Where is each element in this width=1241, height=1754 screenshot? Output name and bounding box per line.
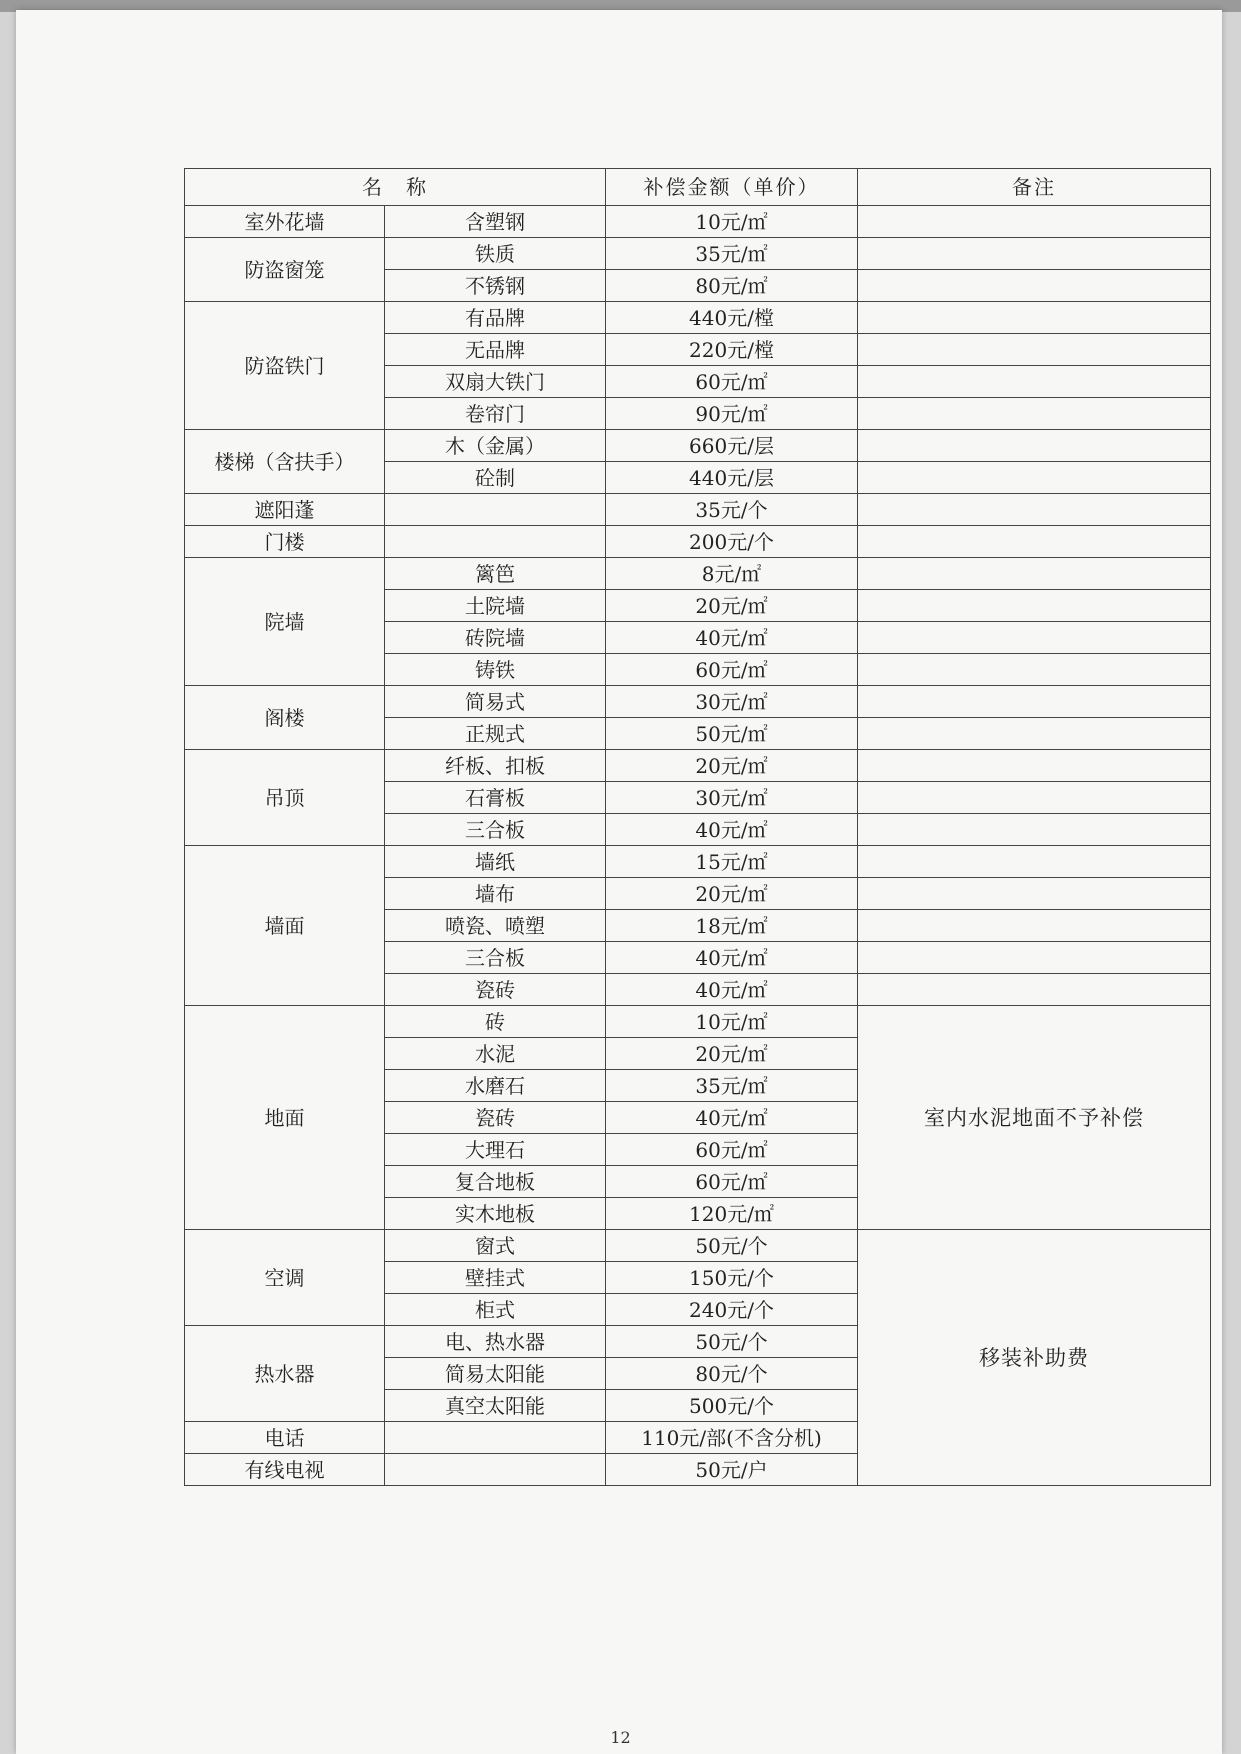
price-cell: 40元/㎡ [606,974,858,1006]
item-cell [385,494,606,526]
header-note: 备注 [858,169,1211,206]
item-cell: 实木地板 [385,1198,606,1230]
item-cell: 砼制 [385,462,606,494]
header-price: 补偿金额（单价） [606,169,858,206]
item-cell: 简易太阳能 [385,1358,606,1390]
note-cell [858,974,1211,1006]
item-cell: 柜式 [385,1294,606,1326]
table-row [185,430,1211,462]
item-cell: 窗式 [385,1230,606,1262]
category-cell: 院墙 [185,558,385,686]
category-cell: 电话 [185,1422,385,1454]
category-cell: 门楼 [185,526,385,558]
category-cell: 吊顶 [185,750,385,846]
item-cell: 铸铁 [385,654,606,686]
note-cell [858,782,1211,814]
note-cell [858,526,1211,558]
item-cell: 木（金属） [385,430,606,462]
note-cell [858,462,1211,494]
table-row [185,494,1211,526]
price-cell: 60元/㎡ [606,1134,858,1166]
item-cell: 三合板 [385,942,606,974]
note-cell [858,206,1211,238]
price-cell: 60元/㎡ [606,1166,858,1198]
price-cell: 8元/㎡ [606,558,858,590]
table-row [185,526,1211,558]
table-row [185,750,1211,782]
price-cell: 110元/部(不含分机) [606,1422,858,1454]
item-cell [385,1422,606,1454]
price-cell: 30元/㎡ [606,686,858,718]
price-cell: 80元/㎡ [606,270,858,302]
item-cell: 土院墙 [385,590,606,622]
category-cell: 阁楼 [185,686,385,750]
price-cell: 20元/㎡ [606,1038,858,1070]
price-cell: 30元/㎡ [606,782,858,814]
note-cell [858,238,1211,270]
note-cell [858,718,1211,750]
price-cell: 440元/层 [606,462,858,494]
category-cell: 热水器 [185,1326,385,1422]
item-cell: 大理石 [385,1134,606,1166]
note-cell [858,750,1211,782]
note-cell [858,814,1211,846]
category-cell: 防盗窗笼 [185,238,385,302]
note-cell [858,558,1211,590]
item-cell: 双扇大铁门 [385,366,606,398]
item-cell: 壁挂式 [385,1262,606,1294]
compensation-table [184,168,1211,1486]
price-cell: 20元/㎡ [606,750,858,782]
price-cell: 35元/㎡ [606,1070,858,1102]
header-name: 名 称 [185,169,606,206]
price-cell: 40元/㎡ [606,814,858,846]
price-cell: 50元/户 [606,1454,858,1486]
price-cell: 150元/个 [606,1262,858,1294]
note-cell [858,366,1211,398]
table-row [185,238,1211,270]
price-cell: 10元/㎡ [606,1006,858,1038]
price-cell: 440元/樘 [606,302,858,334]
item-cell: 真空太阳能 [385,1390,606,1422]
table-row [185,206,1211,238]
price-cell: 660元/层 [606,430,858,462]
category-cell: 有线电视 [185,1454,385,1486]
item-cell: 瓷砖 [385,1102,606,1134]
item-cell: 水磨石 [385,1070,606,1102]
item-cell: 砖院墙 [385,622,606,654]
item-cell: 纤板、扣板 [385,750,606,782]
item-cell: 石膏板 [385,782,606,814]
category-cell: 墙面 [185,846,385,1006]
table-row [185,1230,1211,1262]
item-cell: 不锈钢 [385,270,606,302]
category-cell: 空调 [185,1230,385,1326]
item-cell: 水泥 [385,1038,606,1070]
table-row [185,846,1211,878]
item-cell: 正规式 [385,718,606,750]
item-cell: 铁质 [385,238,606,270]
item-cell: 有品牌 [385,302,606,334]
note-cell [858,622,1211,654]
relocation-note: 移装补助费 [858,1230,1211,1486]
item-cell: 墙纸 [385,846,606,878]
price-cell: 40元/㎡ [606,942,858,974]
price-cell: 120元/㎡ [606,1198,858,1230]
price-cell: 240元/个 [606,1294,858,1326]
note-cell [858,430,1211,462]
item-cell: 卷帘门 [385,398,606,430]
price-cell: 200元/个 [606,526,858,558]
category-cell: 楼梯（含扶手） [185,430,385,494]
item-cell: 喷瓷、喷塑 [385,910,606,942]
price-cell: 15元/㎡ [606,846,858,878]
item-cell: 简易式 [385,686,606,718]
table-header-row [185,169,1211,206]
item-cell: 含塑钢 [385,206,606,238]
note-cell [858,398,1211,430]
price-cell: 10元/㎡ [606,206,858,238]
note-cell [858,846,1211,878]
note-cell [858,590,1211,622]
price-cell: 90元/㎡ [606,398,858,430]
category-cell: 防盗铁门 [185,302,385,430]
item-cell [385,1454,606,1486]
category-cell: 遮阳蓬 [185,494,385,526]
item-cell: 瓷砖 [385,974,606,1006]
item-cell: 篱笆 [385,558,606,590]
note-cell [858,334,1211,366]
table-row [185,302,1211,334]
price-cell: 40元/㎡ [606,622,858,654]
price-cell: 20元/㎡ [606,878,858,910]
price-cell: 50元/个 [606,1230,858,1262]
note-cell [858,878,1211,910]
price-cell: 35元/㎡ [606,238,858,270]
item-cell: 无品牌 [385,334,606,366]
item-cell: 三合板 [385,814,606,846]
price-cell: 80元/个 [606,1358,858,1390]
item-cell: 砖 [385,1006,606,1038]
note-cell [858,942,1211,974]
note-cell [858,302,1211,334]
table-row [185,1006,1211,1038]
table-row [185,558,1211,590]
note-cell [858,686,1211,718]
price-cell: 18元/㎡ [606,910,858,942]
note-cell [858,270,1211,302]
table-row [185,686,1211,718]
price-cell: 40元/㎡ [606,1102,858,1134]
floor-note: 室内水泥地面不予补偿 [858,1006,1211,1230]
item-cell: 电、热水器 [385,1326,606,1358]
item-cell: 墙布 [385,878,606,910]
item-cell [385,526,606,558]
price-cell: 35元/个 [606,494,858,526]
page-number: 12 [610,1728,631,1747]
price-cell: 500元/个 [606,1390,858,1422]
item-cell: 复合地板 [385,1166,606,1198]
category-cell: 地面 [185,1006,385,1230]
note-cell [858,654,1211,686]
price-cell: 50元/㎡ [606,718,858,750]
note-cell [858,910,1211,942]
price-cell: 50元/个 [606,1326,858,1358]
price-cell: 60元/㎡ [606,366,858,398]
price-cell: 60元/㎡ [606,654,858,686]
price-cell: 220元/樘 [606,334,858,366]
category-cell: 室外花墙 [185,206,385,238]
note-cell [858,494,1211,526]
price-cell: 20元/㎡ [606,590,858,622]
